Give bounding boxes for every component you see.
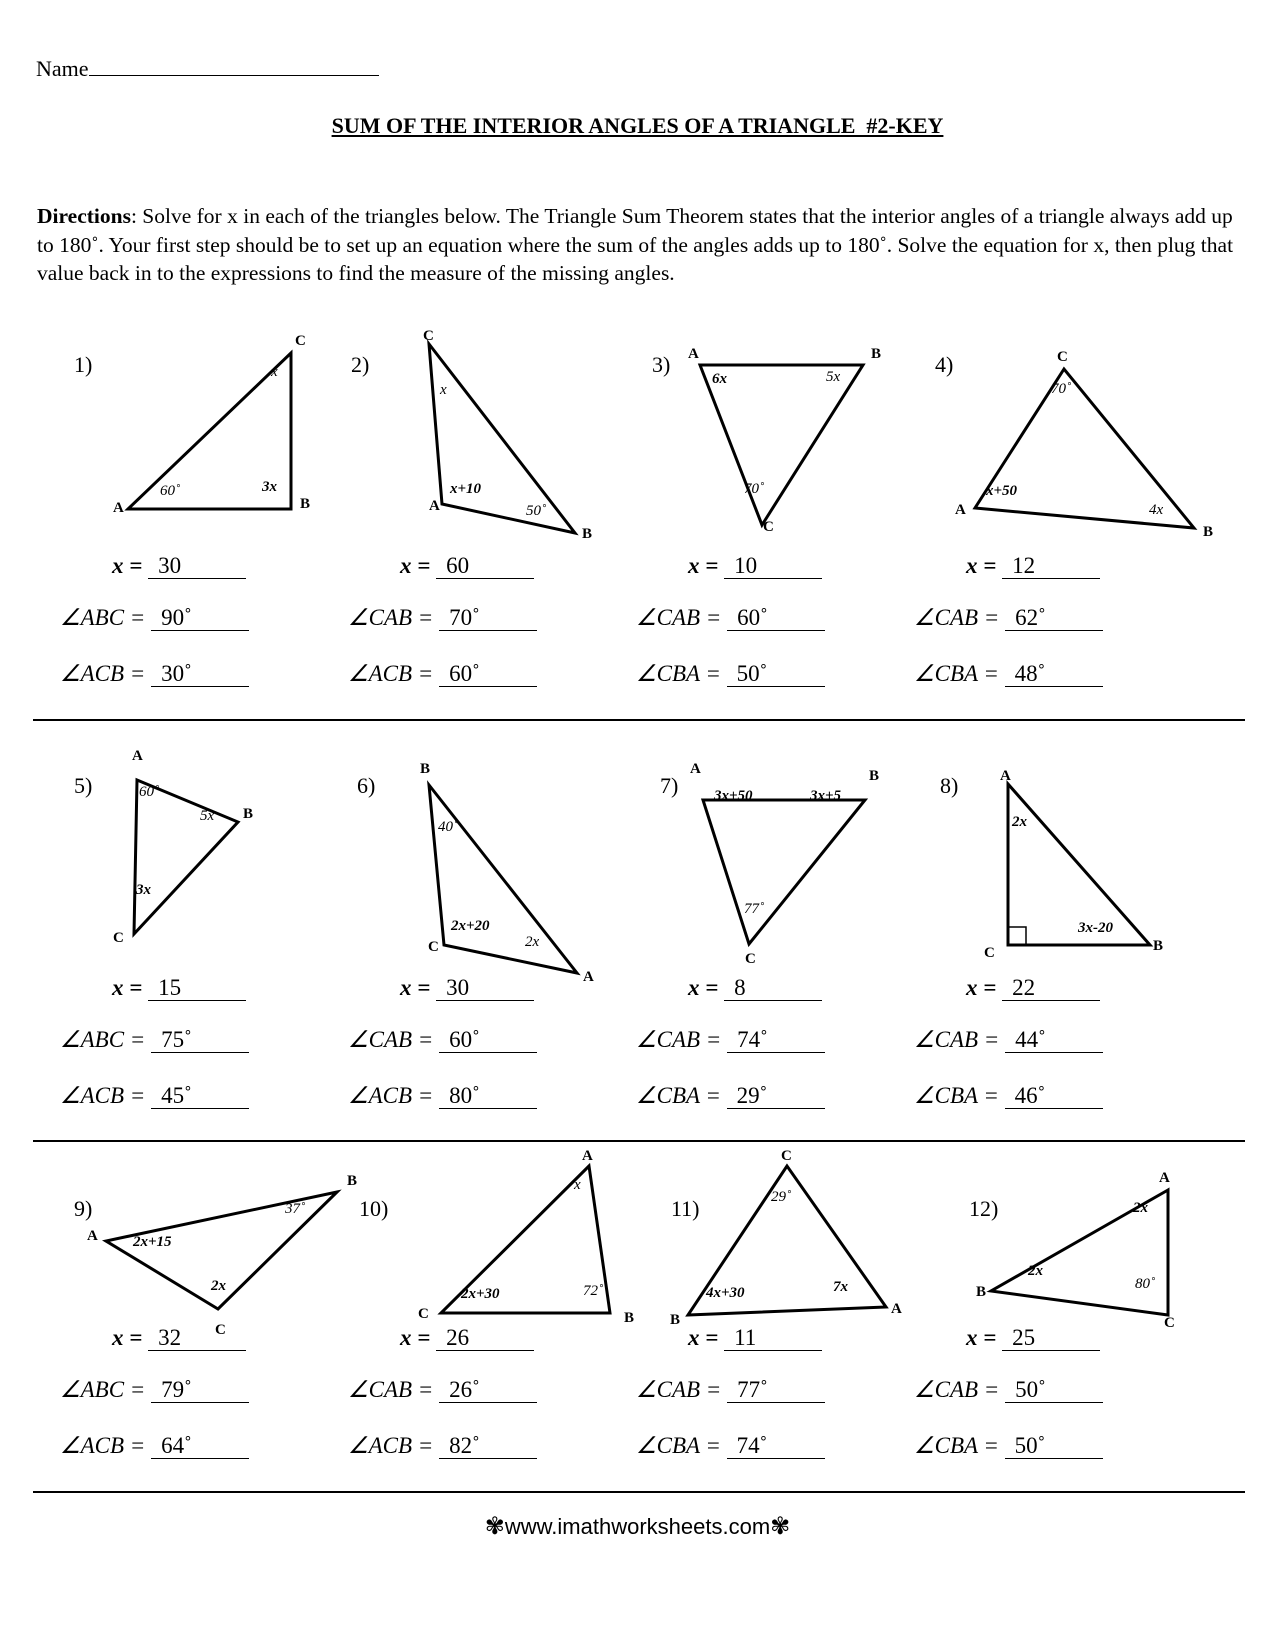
answer-label: ∠ACB = [60, 1433, 152, 1458]
answer-value[interactable]: 46˚ [1005, 1084, 1103, 1109]
angle-label: 2x+20 [451, 918, 490, 934]
answer-label: ∠ABC = [60, 1027, 152, 1052]
vertex-label: C [295, 333, 306, 349]
angle-label: x [574, 1177, 581, 1193]
answer-row-x [966, 553, 1100, 579]
answer-label: ∠CBA = [914, 661, 1005, 686]
angle-label: 3x [136, 882, 151, 898]
answer-row-r1 [636, 1027, 825, 1053]
vertex-label: B [347, 1173, 358, 1189]
answer-row-r2 [914, 1083, 1103, 1109]
answer-label: ∠CAB = [636, 1377, 728, 1402]
answer-label: x = [688, 975, 725, 1000]
answer-row-r1 [348, 1027, 537, 1053]
problem-number-4: 4) [935, 352, 954, 377]
vertex-label: A [1000, 768, 1011, 784]
footer-site-link[interactable]: www.imathworksheets.com [504, 1514, 771, 1539]
vertex-label: B [243, 806, 254, 822]
angle-label: 2x+15 [133, 1234, 172, 1250]
answer-label: x = [112, 553, 149, 578]
vertex-label: A [582, 1148, 593, 1164]
answer-value[interactable]: 44˚ [1005, 1028, 1103, 1053]
answer-row-r1 [636, 605, 825, 631]
answer-row-r1 [60, 1027, 249, 1053]
answer-label: ∠CAB = [636, 1027, 728, 1052]
angle-label: 80˚ [1135, 1276, 1155, 1292]
angle-label: 2x [1028, 1263, 1043, 1279]
answer-row-r2 [60, 1433, 249, 1459]
vertex-label: A [690, 761, 701, 777]
problem-number-8: 8) [940, 773, 959, 798]
angle-label: 2x [525, 934, 540, 950]
answer-row-r2 [636, 661, 825, 687]
triangle-7 [703, 800, 865, 944]
triangle-5 [134, 780, 238, 934]
answer-value[interactable]: 77˚ [727, 1378, 825, 1403]
answer-label: x = [112, 975, 149, 1000]
answer-row-x [112, 1325, 246, 1351]
answer-value[interactable]: 48˚ [1005, 662, 1103, 687]
angle-label: 2x [211, 1278, 226, 1294]
answer-label: ∠CBA = [636, 1433, 727, 1458]
answer-row-x [688, 975, 822, 1001]
answer-label: ∠CAB = [348, 1377, 440, 1402]
angle-label: 29˚ [771, 1189, 791, 1205]
vertex-label: C [745, 951, 756, 967]
answer-value[interactable]: 70˚ [439, 606, 537, 631]
triangle-2 [429, 344, 575, 533]
vertex-label: A [688, 346, 699, 362]
answer-label: ∠CAB = [914, 1377, 1006, 1402]
angle-label: 60˚ [160, 483, 180, 499]
vertex-label: B [670, 1312, 681, 1328]
answer-value[interactable]: 74˚ [727, 1434, 825, 1459]
answer-value[interactable]: 26˚ [439, 1378, 537, 1403]
angle-label: 5x [200, 808, 215, 824]
angle-label: x+50 [986, 483, 1018, 499]
vertex-label: A [891, 1301, 902, 1317]
vertex-label: C [423, 328, 434, 344]
angle-label: x [440, 382, 447, 398]
answer-row-x [966, 975, 1100, 1001]
angle-label: 3x-20 [1078, 920, 1113, 936]
problem-number-11: 11) [671, 1196, 700, 1221]
angle-label: 3x [262, 479, 277, 495]
vertex-label: A [1159, 1170, 1170, 1186]
answer-row-r2 [348, 1433, 537, 1459]
answer-label: x = [688, 1325, 725, 1350]
answer-label: ∠CAB = [914, 605, 1006, 630]
answer-value[interactable]: 50˚ [727, 662, 825, 687]
answer-value[interactable]: 11 [724, 1326, 822, 1351]
angle-label: 60˚ [139, 784, 159, 800]
answer-row-r2 [348, 661, 537, 687]
answer-value[interactable]: 50˚ [1005, 1378, 1103, 1403]
answer-row-r2 [914, 1433, 1103, 1459]
answer-row-r1 [348, 605, 537, 631]
angle-label: 72˚ [583, 1283, 603, 1299]
vertex-label: A [87, 1228, 98, 1244]
angle-label: 3x+5 [810, 788, 842, 804]
answer-value[interactable]: 25 [1002, 1326, 1100, 1351]
answer-row-r2 [60, 1083, 249, 1109]
problem-number-5: 5) [74, 773, 93, 798]
answer-row-r1 [348, 1377, 537, 1403]
answer-row-x [400, 553, 534, 579]
answer-label: ∠ACB = [348, 1083, 440, 1108]
vertex-label: A [113, 500, 124, 516]
answer-value[interactable]: 26 [436, 1326, 534, 1351]
answer-row-r1 [60, 605, 249, 631]
angle-label: 4x [1149, 502, 1164, 518]
answer-label: ∠CBA = [914, 1083, 1005, 1108]
problem-number-9: 9) [74, 1196, 93, 1221]
answer-row-r2 [60, 661, 249, 687]
answer-label: x = [966, 1325, 1003, 1350]
angle-label: 70˚ [744, 481, 764, 497]
answer-value[interactable]: 30˚ [151, 662, 249, 687]
problem-number-6: 6) [357, 773, 376, 798]
answer-value[interactable]: 50˚ [1005, 1434, 1103, 1459]
angle-label: 6x [712, 371, 727, 387]
answer-value[interactable]: 45˚ [151, 1084, 249, 1109]
answer-label: ∠CBA = [636, 661, 727, 686]
answer-value[interactable]: 12 [1002, 554, 1100, 579]
vertex-label: A [583, 969, 594, 985]
vertex-label: C [418, 1306, 429, 1322]
vertex-label: B [869, 768, 880, 784]
answer-row-r1 [914, 1027, 1103, 1053]
answer-row-x [688, 553, 822, 579]
answer-value[interactable]: 60˚ [727, 606, 825, 631]
angle-label: 40˚ [438, 819, 458, 835]
answer-value[interactable]: 90˚ [151, 606, 249, 631]
answer-label: ∠CBA = [636, 1083, 727, 1108]
vertex-label: B [420, 761, 431, 777]
angle-label: 2x [1133, 1200, 1148, 1216]
answer-row-r1 [914, 605, 1103, 631]
footer[interactable] [0, 1512, 1275, 1541]
directions-label: Directions [37, 204, 131, 228]
answer-value[interactable]: 22 [1002, 976, 1100, 1001]
vertex-label: B [582, 526, 593, 542]
answer-row-r2 [914, 661, 1103, 687]
answer-row-x [400, 975, 534, 1001]
answer-label: ∠CBA = [914, 1433, 1005, 1458]
answer-row-r2 [636, 1083, 825, 1109]
answer-value[interactable]: 74˚ [727, 1028, 825, 1053]
answer-row-x [112, 553, 246, 579]
answer-row-r2 [348, 1083, 537, 1109]
answer-value[interactable]: 64˚ [151, 1434, 249, 1459]
name-label: Name [36, 56, 89, 81]
answer-label: x = [966, 975, 1003, 1000]
vertex-label: B [976, 1284, 987, 1300]
answer-label: ∠ACB = [60, 1083, 152, 1108]
angle-label: 5x [826, 369, 841, 385]
vertex-label: C [984, 945, 995, 961]
clover-icon-right: ✾ [770, 1513, 791, 1540]
angle-label: 70˚ [1051, 381, 1071, 397]
directions-text: : Solve for x in each of the triangles below. The Triangle Sum Theorem states that the interior angles of a triangle always add up to 180˚. Your first step should be to set up an equation where the sum of the angles adds up to 180˚. Solve the equation for x, then plug that value back in to the expressions to find the measure of the missing angles. [37, 204, 1234, 285]
answer-value[interactable]: 30 [148, 554, 246, 579]
worksheet-title: SUM OF THE INTERIOR ANGLES OF A TRIANGLE #2-KEY [331, 113, 944, 138]
answer-label: ∠ABC = [60, 1377, 152, 1402]
answer-label: x = [400, 1325, 437, 1350]
vertex-label: B [624, 1310, 635, 1326]
answer-label: x = [688, 553, 725, 578]
angle-label: 3x+50 [714, 788, 753, 804]
vertex-label: C [428, 939, 439, 955]
vertex-label: C [781, 1148, 792, 1164]
clover-icon-left: ✾ [484, 1513, 505, 1540]
vertex-label: C [1164, 1315, 1175, 1331]
problem-number-7: 7) [660, 773, 679, 798]
problem-number-2: 2) [351, 352, 370, 377]
angle-label: x+10 [450, 481, 482, 497]
answer-value[interactable]: 60˚ [439, 1028, 537, 1053]
answer-value[interactable]: 62˚ [1005, 606, 1103, 631]
angle-label: 37˚ [285, 1201, 305, 1217]
answer-value[interactable]: 32 [148, 1326, 246, 1351]
answer-row-r1 [914, 1377, 1103, 1403]
answer-label: ∠ACB = [60, 661, 152, 686]
angle-label: 2x [1012, 814, 1027, 830]
problem-number-3: 3) [652, 352, 671, 377]
angle-label: 4x+30 [706, 1285, 745, 1301]
answer-label: ∠ABC = [60, 605, 152, 630]
answer-row-x [688, 1325, 822, 1351]
answer-label: ∠CAB = [348, 605, 440, 630]
right-angle-marker [1008, 927, 1026, 945]
answer-value[interactable]: 8 [724, 976, 822, 1001]
answer-label: x = [400, 553, 437, 578]
answer-row-x [112, 975, 246, 1001]
problem-number-10: 10) [359, 1196, 389, 1221]
answer-row-r1 [636, 1377, 825, 1403]
angle-label: x [271, 364, 278, 380]
answer-value[interactable]: 15 [148, 976, 246, 1001]
vertex-label: B [1203, 524, 1214, 540]
vertex-label: A [955, 502, 966, 518]
answer-label: ∠CAB = [914, 1027, 1006, 1052]
answer-value[interactable]: 60˚ [439, 662, 537, 687]
vertex-label: C [763, 519, 774, 535]
answer-label: x = [112, 1325, 149, 1350]
answer-row-x [966, 1325, 1100, 1351]
answer-value[interactable]: 30 [436, 976, 534, 1001]
answer-row-r1 [60, 1377, 249, 1403]
answer-value[interactable]: 82˚ [439, 1434, 537, 1459]
vertex-label: C [1057, 349, 1068, 365]
answer-value[interactable]: 75˚ [151, 1028, 249, 1053]
angle-label: 7x [833, 1279, 848, 1295]
answer-value[interactable]: 60 [436, 554, 534, 579]
problem-number-1: 1) [74, 352, 93, 377]
vertex-label: B [300, 496, 311, 512]
angle-label: 77˚ [744, 901, 764, 917]
answer-value[interactable]: 79˚ [151, 1378, 249, 1403]
answer-label: ∠CAB = [636, 605, 728, 630]
answer-value[interactable]: 80˚ [439, 1084, 537, 1109]
answer-value[interactable]: 29˚ [727, 1084, 825, 1109]
triangle-6 [429, 785, 577, 973]
answer-value[interactable]: 10 [724, 554, 822, 579]
answer-label: x = [400, 975, 437, 1000]
vertex-label: B [1153, 938, 1164, 954]
triangle-3 [700, 365, 863, 525]
vertex-label: A [132, 748, 143, 764]
problem-number-12: 12) [969, 1196, 999, 1221]
answer-row-x [400, 1325, 534, 1351]
vertex-label: A [429, 498, 440, 514]
answer-label: x = [966, 553, 1003, 578]
answer-label: ∠ACB = [348, 1433, 440, 1458]
answer-label: ∠CAB = [348, 1027, 440, 1052]
vertex-label: C [215, 1322, 226, 1338]
angle-label: 50˚ [526, 503, 546, 519]
vertex-label: B [871, 346, 882, 362]
angle-label: 2x+30 [461, 1286, 500, 1302]
answer-label: ∠ACB = [348, 661, 440, 686]
answer-row-r2 [636, 1433, 825, 1459]
vertex-label: C [113, 930, 124, 946]
